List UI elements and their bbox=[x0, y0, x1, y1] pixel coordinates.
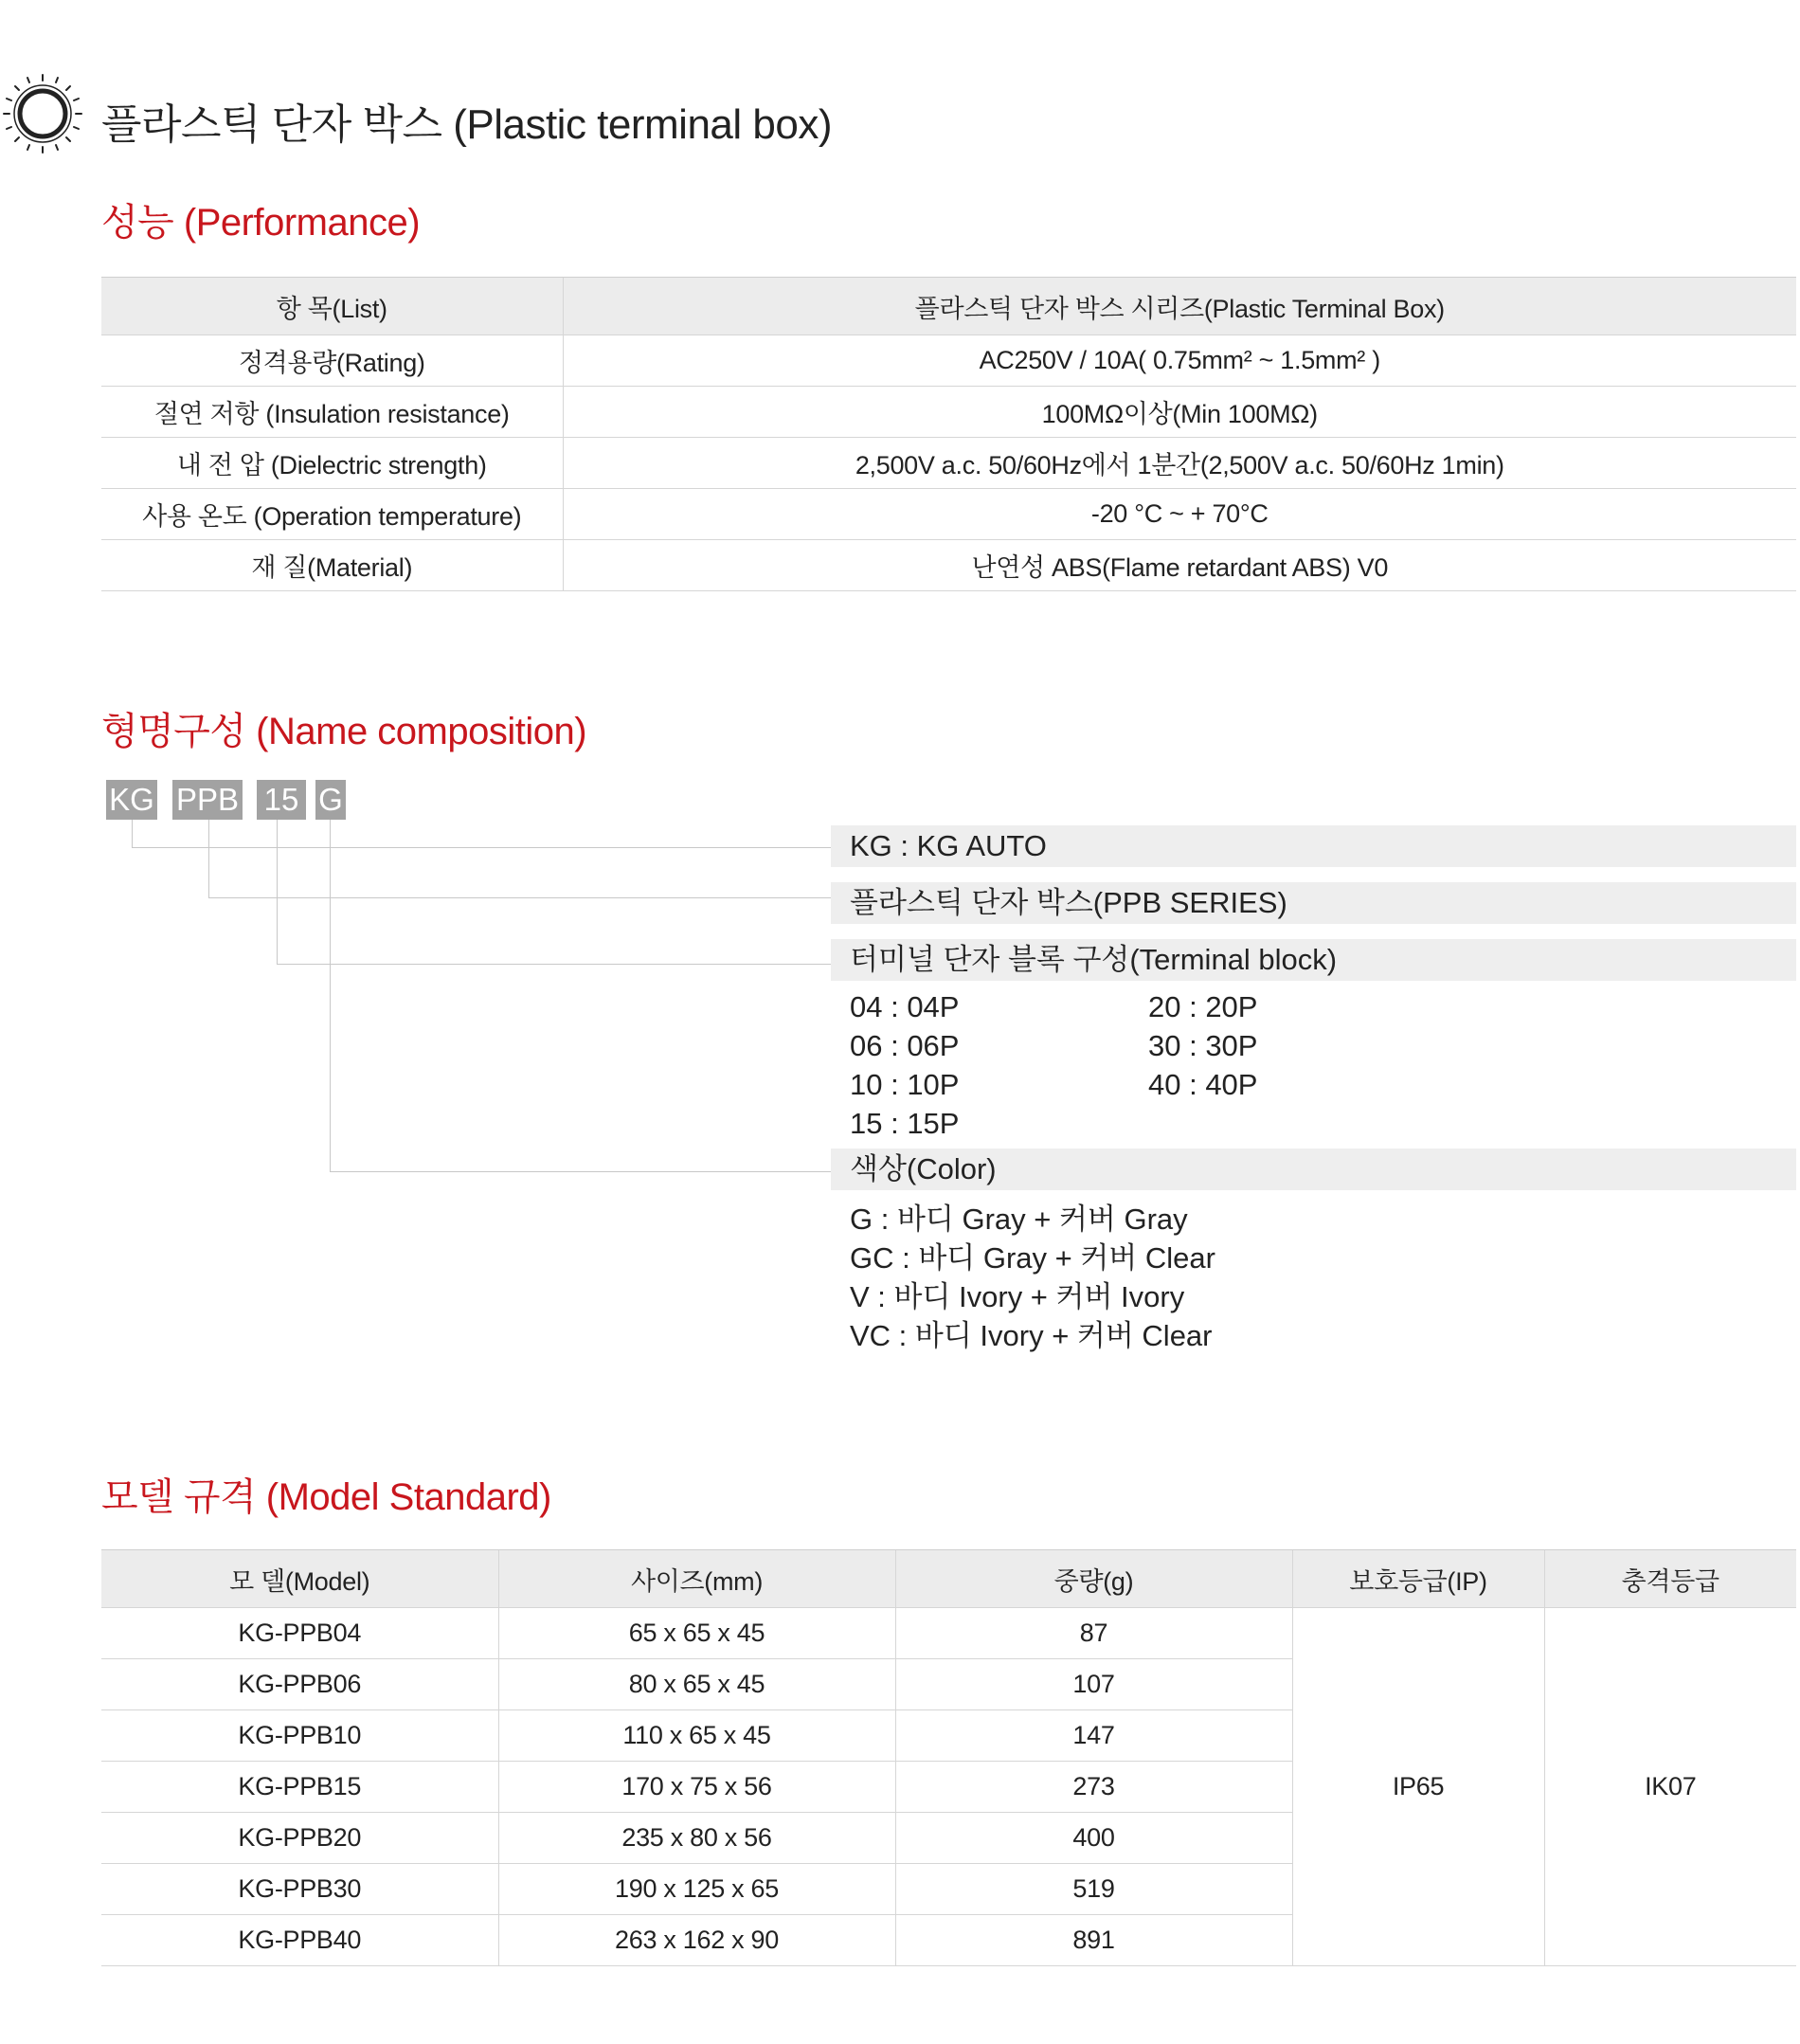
model-cell: KG-PPB20 bbox=[101, 1813, 498, 1864]
size-cell: 263 x 162 x 90 bbox=[498, 1915, 895, 1966]
table-header-row bbox=[101, 1550, 1796, 1608]
weight-cell: 891 bbox=[895, 1915, 1292, 1966]
connector-line bbox=[277, 820, 278, 965]
connector-line bbox=[330, 1171, 831, 1172]
weight-cell: 400 bbox=[895, 1813, 1292, 1864]
model-cell: KG-PPB06 bbox=[101, 1659, 498, 1710]
ip-rating-cell: IP65 bbox=[1292, 1608, 1544, 1966]
terminal-options-left bbox=[850, 987, 959, 1143]
connector-line bbox=[208, 820, 209, 898]
connector-line bbox=[330, 820, 331, 1172]
color-option: V : 바디 Ivory + 커버 Ivory bbox=[850, 1280, 1185, 1313]
connector-line bbox=[277, 964, 831, 965]
model-title: 모델 규격 (Model Standard) bbox=[101, 1476, 551, 1518]
series-bar: 플라스틱 단자 박스(PPB SERIES) bbox=[831, 882, 1796, 924]
row-label: 절연 저항 (Insulation resistance) bbox=[101, 387, 563, 438]
terminal-option: 10 : 10P bbox=[850, 1068, 960, 1101]
color-option: GC : 바디 Gray + 커버 Clear bbox=[850, 1241, 1215, 1275]
code-box-brand: KG bbox=[106, 780, 157, 820]
terminal-option: 30 : 30P bbox=[1148, 1029, 1258, 1062]
brand-bar: KG : KG AUTO bbox=[831, 825, 1796, 867]
row-label: 정격용량(Rating) bbox=[101, 335, 563, 387]
performance-title: 성능 (Performance) bbox=[101, 202, 421, 244]
size-cell: 80 x 65 x 45 bbox=[498, 1659, 895, 1710]
connector-line bbox=[132, 820, 133, 848]
row-value: 2,500V a.c. 50/60Hz에서 1분간(2,500V a.c. 50/60Hz 1min) bbox=[563, 438, 1796, 489]
color-option: G : 바디 Gray + 커버 Gray bbox=[850, 1203, 1188, 1236]
weight-cell: 147 bbox=[895, 1710, 1292, 1762]
column-header: 사이즈(mm) bbox=[498, 1550, 895, 1608]
row-value: -20 °C ~ + 70°C bbox=[563, 489, 1796, 540]
column-header: 충격등급 bbox=[1544, 1550, 1796, 1608]
connector-line bbox=[132, 847, 831, 848]
model-table bbox=[101, 1549, 1796, 1966]
size-cell: 235 x 80 x 56 bbox=[498, 1813, 895, 1864]
table-row bbox=[101, 335, 1796, 387]
size-cell: 190 x 125 x 65 bbox=[498, 1864, 895, 1915]
column-header: 모 델(Model) bbox=[101, 1550, 498, 1608]
row-label: 사용 온도 (Operation temperature) bbox=[101, 489, 563, 540]
terminal-option: 20 : 20P bbox=[1148, 990, 1258, 1023]
model-cell: KG-PPB10 bbox=[101, 1710, 498, 1762]
code-box-series: PPB bbox=[172, 780, 243, 820]
color-options bbox=[850, 1200, 1215, 1355]
terminal-option: 40 : 40P bbox=[1148, 1068, 1258, 1101]
table-header-row bbox=[101, 278, 1796, 335]
table-row bbox=[101, 387, 1796, 438]
terminal-option: 15 : 15P bbox=[850, 1107, 960, 1140]
weight-cell: 107 bbox=[895, 1659, 1292, 1710]
column-header: 항 목(List) bbox=[101, 278, 563, 335]
column-header: 중량(g) bbox=[895, 1550, 1292, 1608]
model-cell: KG-PPB04 bbox=[101, 1608, 498, 1659]
row-label: 내 전 압 (Dielectric strength) bbox=[101, 438, 563, 489]
model-cell: KG-PPB30 bbox=[101, 1864, 498, 1915]
table-row bbox=[101, 438, 1796, 489]
row-value: 난연성 ABS(Flame retardant ABS) V0 bbox=[563, 540, 1796, 591]
color-option: VC : 바디 Ivory + 커버 Clear bbox=[850, 1319, 1213, 1352]
performance-table bbox=[101, 277, 1796, 591]
weight-cell: 87 bbox=[895, 1608, 1292, 1659]
model-cell: KG-PPB40 bbox=[101, 1915, 498, 1966]
weight-cell: 273 bbox=[895, 1762, 1292, 1813]
size-cell: 110 x 65 x 45 bbox=[498, 1710, 895, 1762]
column-header: 보호등급(IP) bbox=[1292, 1550, 1544, 1608]
sun-ring-icon bbox=[0, 71, 85, 156]
column-header: 플라스틱 단자 박스 시리즈(Plastic Terminal Box) bbox=[563, 278, 1796, 335]
row-label: 재 질(Material) bbox=[101, 540, 563, 591]
page-title: 플라스틱 단자 박스 (Plastic terminal box) bbox=[101, 101, 832, 148]
row-value: AC250V / 10A( 0.75mm² ~ 1.5mm² ) bbox=[563, 335, 1796, 387]
size-cell: 170 x 75 x 56 bbox=[498, 1762, 895, 1813]
composition-title: 형명구성 (Name composition) bbox=[101, 711, 587, 752]
table-row bbox=[101, 1608, 1796, 1659]
code-box-terminal: 15 bbox=[257, 780, 306, 820]
color-bar: 색상(Color) bbox=[831, 1149, 1796, 1190]
code-box-color: G bbox=[315, 780, 346, 820]
size-cell: 65 x 65 x 45 bbox=[498, 1608, 895, 1659]
table-row bbox=[101, 540, 1796, 591]
terminal-bar: 터미널 단자 블록 구성(Terminal block) bbox=[831, 939, 1796, 981]
terminal-option: 04 : 04P bbox=[850, 990, 960, 1023]
impact-rating-cell: IK07 bbox=[1544, 1608, 1796, 1966]
table-row bbox=[101, 489, 1796, 540]
row-value: 100MΩ이상(Min 100MΩ) bbox=[563, 387, 1796, 438]
terminal-options-right bbox=[1148, 987, 1257, 1104]
model-cell: KG-PPB15 bbox=[101, 1762, 498, 1813]
weight-cell: 519 bbox=[895, 1864, 1292, 1915]
connector-line bbox=[208, 897, 831, 898]
terminal-option: 06 : 06P bbox=[850, 1029, 960, 1062]
